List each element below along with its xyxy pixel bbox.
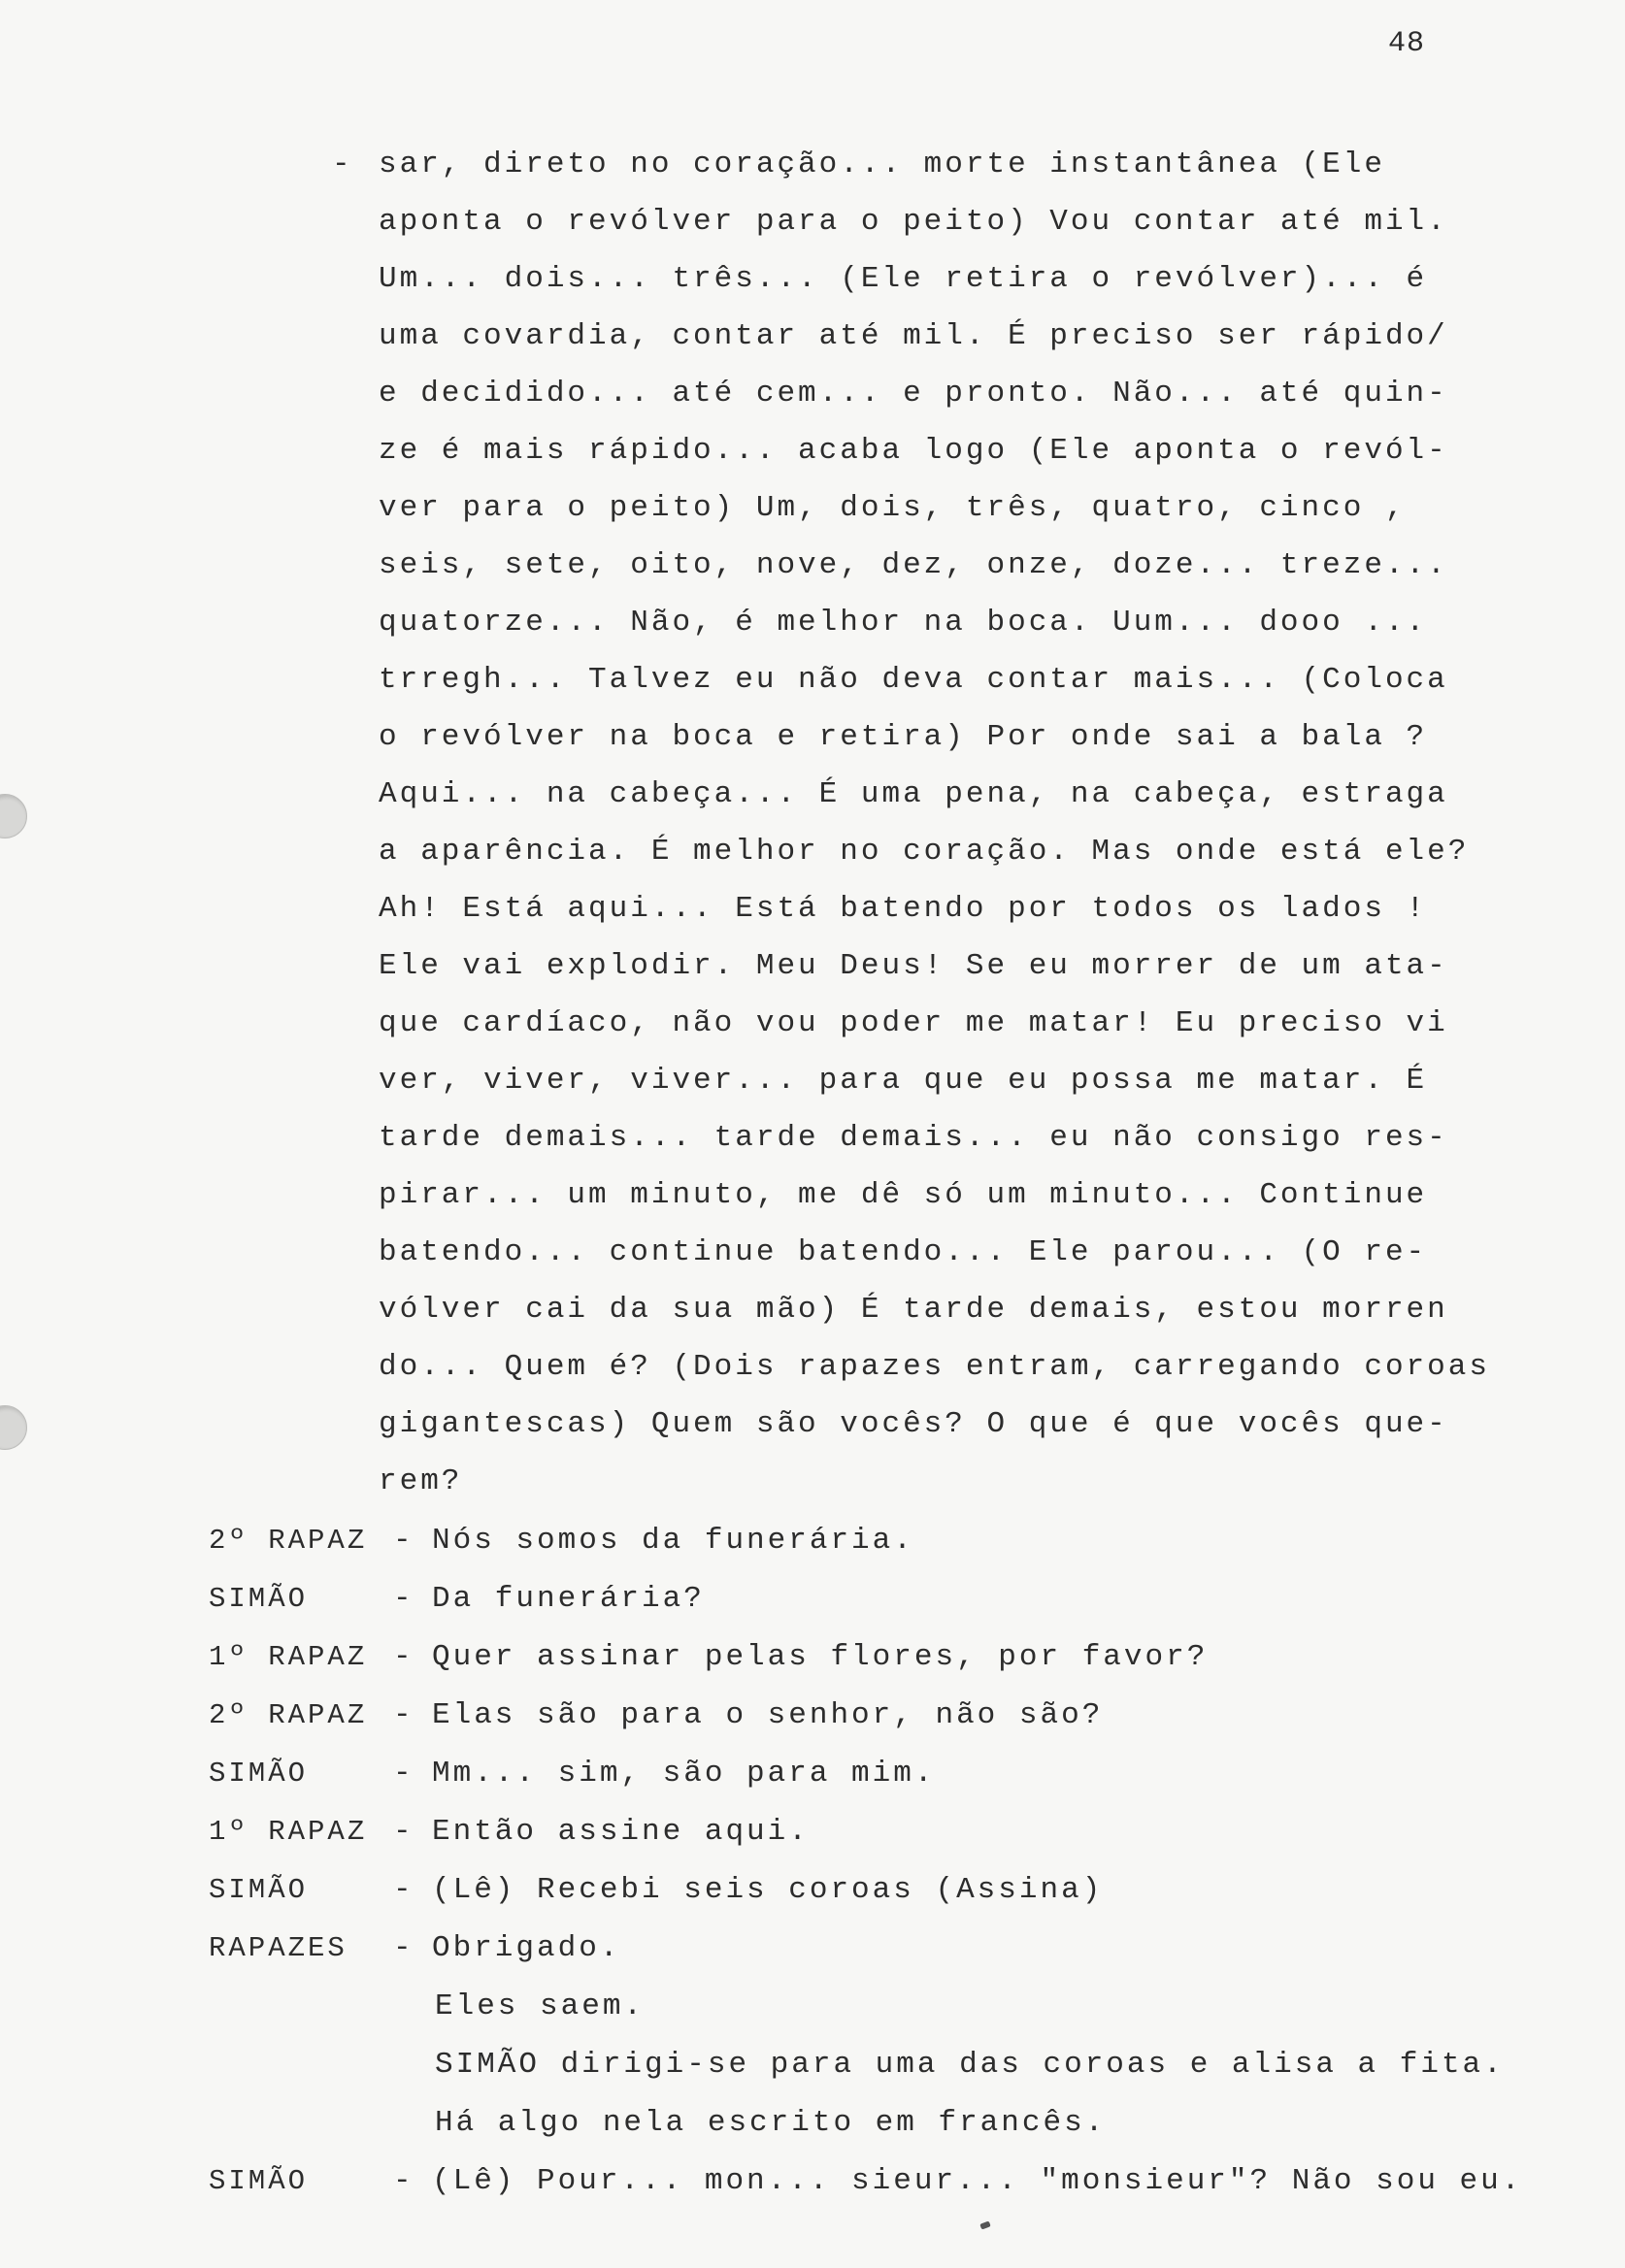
speaker-name: SIMÃO — [209, 1583, 309, 1615]
monologue-line: e decidido... até cem... e pronto. Não... até quin- — [379, 377, 1448, 411]
dialogue-line — [209, 1803, 1519, 1861]
speech-text: Mm... sim, são para mim. — [432, 1757, 936, 1791]
monologue-line: quatorze... Não, é melhor na boca. Uum... dooo ... — [379, 606, 1428, 640]
binder-hole-top — [0, 794, 27, 838]
stage-direction: Há algo nela escrito em francês. — [435, 2106, 1107, 2140]
speaker-name: 2º RAPAZ — [209, 1525, 368, 1557]
speaker-name: 2º RAPAZ — [209, 1699, 368, 1731]
dialogue-dash: - — [393, 1873, 415, 1907]
monologue-line: batendo... continue batendo... Ele parou... (O re- — [379, 1235, 1428, 1269]
dialogue-dash: - — [393, 1698, 415, 1732]
speech-text: (Lê) Pour... mon... sieur... "monsieur"? Não sou eu. — [432, 2164, 1523, 2198]
dialogue-line — [209, 1512, 1519, 1570]
dialogue-line — [209, 1920, 1519, 1978]
monologue-line: gigantescas) Quem são vocês? O que é que vocês que- — [379, 1407, 1448, 1441]
monologue-line: seis, sete, oito, nove, dez, onze, doze... treze... — [379, 548, 1448, 582]
dialogue-dash: - — [393, 1640, 415, 1674]
binder-hole-bottom — [0, 1405, 27, 1450]
monologue-line: o revólver na boca e retira) Por onde sai a bala ? — [379, 720, 1428, 754]
monologue-line: Ele vai explodir. Meu Deus! Se eu morrer de um ata- — [379, 949, 1448, 983]
dialogue-block — [209, 1512, 1523, 2211]
ink-speck — [979, 2220, 990, 2229]
page-number: 48 — [1388, 27, 1426, 60]
monologue-line: Aqui... na cabeça... É uma pena, na cabeça, estraga — [379, 777, 1448, 811]
monologue-line: uma covardia, contar até mil. É preciso ser rápido/ — [379, 319, 1448, 353]
monologue-line: ze é mais rápido... acaba logo (Ele aponta o revól- — [379, 434, 1448, 468]
dialogue-line — [209, 1570, 1519, 1628]
speech-text: Nós somos da funerária. — [432, 1524, 914, 1558]
speaker-name: RAPAZES — [209, 1932, 348, 1964]
monologue-line: tarde demais... tarde demais... eu não consigo res- — [379, 1121, 1448, 1155]
speaker-name: 1º RAPAZ — [209, 1816, 368, 1848]
speaker-name: SIMÃO — [209, 1874, 309, 1906]
speaker-name: SIMÃO — [209, 2165, 309, 2197]
speech-text: Então assine aqui. — [432, 1815, 810, 1849]
dialogue-line — [209, 1861, 1519, 1920]
monologue-line: a aparência. É melhor no coração. Mas onde está ele? — [379, 835, 1470, 869]
continuation-dash: - — [332, 148, 353, 181]
stage-direction: Eles saem. — [435, 1989, 646, 2023]
dialogue-dash: - — [393, 1931, 415, 1965]
monologue-line: que cardíaco, não vou poder me matar! Eu preciso vi — [379, 1006, 1448, 1040]
speech-text: (Lê) Recebi seis coroas (Assina) — [432, 1873, 1104, 1907]
speech-text: Obrigado. — [432, 1931, 621, 1965]
monologue-line: ver para o peito) Um, dois, três, quatro, cinco , — [379, 491, 1407, 525]
monologue-line: do... Quem é? (Dois rapazes entram, carregando coroas — [379, 1350, 1490, 1384]
monologue-line: vólver cai da sua mão) É tarde demais, estou morren — [379, 1293, 1448, 1327]
dialogue-line-final — [209, 2153, 1523, 2211]
speech-text: Da funerária? — [432, 1582, 705, 1616]
monologue-line: Um... dois... três... (Ele retira o revólver)... é — [379, 262, 1428, 296]
dialogue-line — [209, 1745, 1519, 1803]
speech-text: Elas são para o senhor, não são? — [432, 1698, 1104, 1732]
dialogue-dash: - — [393, 1582, 415, 1616]
dialogue-dash: - — [393, 1757, 415, 1791]
dialogue-dash: - — [393, 2164, 415, 2198]
dialogue-dash: - — [393, 1524, 415, 1558]
monologue-line: - sar, direto no coração... morte instantânea (Ele — [379, 136, 1495, 193]
dialogue-line — [209, 1687, 1519, 1745]
speech-text: Quer assinar pelas flores, por favor? — [432, 1640, 1209, 1674]
speaker-name: 1º RAPAZ — [209, 1641, 368, 1673]
monologue-line: aponta o revólver para o peito) Vou contar até mil. — [379, 205, 1448, 239]
dialogue-dash: - — [393, 1815, 415, 1849]
monologue-line: rem? — [379, 1464, 463, 1498]
speaker-name: SIMÃO — [209, 1758, 309, 1790]
monologue-line: Ah! Está aqui... Está batendo por todos os lados ! — [379, 892, 1428, 926]
monologue-block — [332, 136, 1495, 1510]
monologue-line: pirar... um minuto, me dê só um minuto... Continue — [379, 1178, 1428, 1212]
stage-direction: SIMÃO dirigi-se para uma das coroas e alisa a fita. — [435, 2048, 1505, 2082]
monologue-line: trregh... Talvez eu não deva contar mais... (Coloca — [379, 663, 1448, 697]
dialogue-line — [209, 1628, 1519, 1687]
monologue-line: ver, viver, viver... para que eu possa me matar. É — [379, 1064, 1428, 1098]
